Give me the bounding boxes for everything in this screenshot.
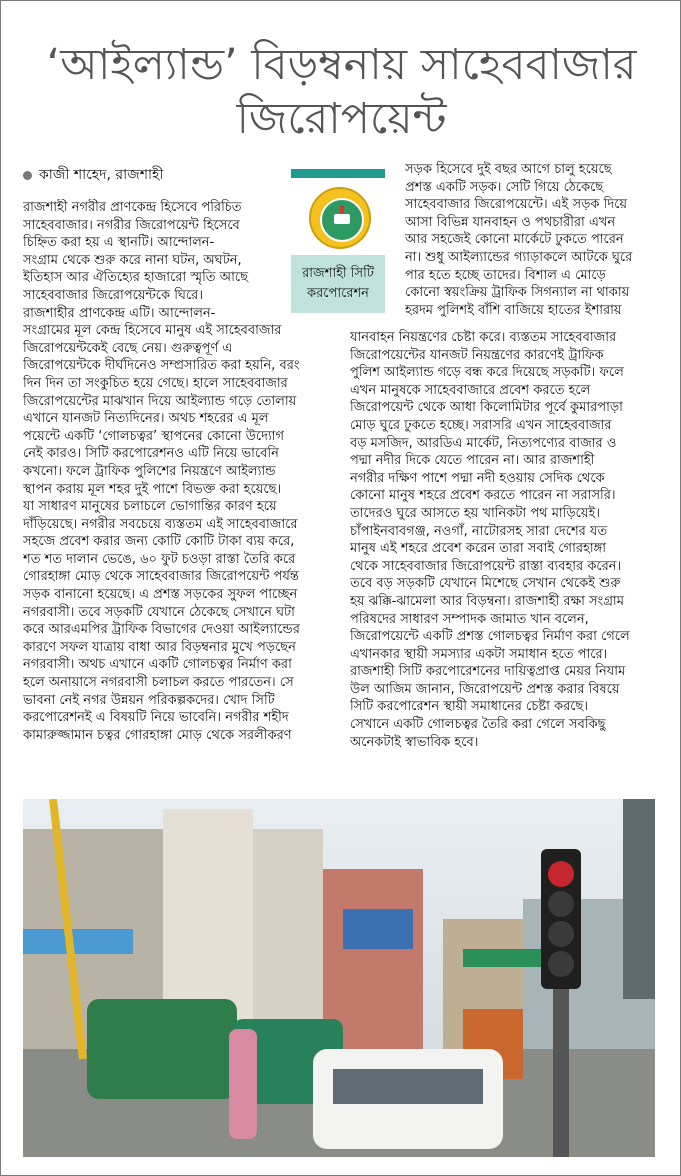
article-line: হয় ঝক্কি-ঝামেলা আর বিড়ম্বনা। রাজশাহী রক্ষা সংগ্রাম	[350, 593, 624, 609]
article-line: যা সাধারণ মানুষের চলাচলে ভোগান্তির কারণ হয়ে	[23, 499, 277, 515]
article-line: রাজশাহীর প্রাণকেন্দ্র এটি। আন্দোলন-	[23, 305, 216, 321]
article-line: ইতিহাস আর ঐতিহ্যের হাজারো স্মৃতি আছে	[23, 270, 248, 286]
article-line: জিরোপয়েন্টকেই বেছে নেয়। গুরুত্বপূর্ণ এ	[23, 340, 233, 356]
article-line: আর সহজেই কোনো মার্কেটে ঢুকতে পারেন	[405, 232, 624, 248]
headline-line-1: ‘আইল্যান্ড’ বিড়ম্বনায় সাহেববাজার	[46, 40, 637, 90]
article-line: স্থাপন করায় মূল শহর দুই পাশে বিভক্ত করা হয়েছে।	[23, 481, 282, 497]
article-line: রাজশাহী নগরীর প্রাণকেন্দ্র হিসেবে পরিচিত	[23, 200, 242, 215]
article-line: সড়ক হিসেবে দুই বছর আগে চালু হয়েছে	[405, 162, 612, 177]
article-line: জিরোপয়েন্টে একটি প্রশস্ত গোলচত্বর নির্মাণ করা গেলে	[350, 629, 630, 645]
article-line: করে আরএমপির ট্রাফিক বিভাগের দেওয়া আইল্যান্ডের	[23, 622, 300, 638]
article-line: এখানকার স্থায়ী সমস্যার একটা সমাধান হতে পারে।	[350, 646, 608, 662]
article-line: অনেকটাই স্বাভাবিক হবে।	[350, 734, 479, 750]
article-line: কোনো স্বয়ংক্রিয় ট্রাফিক সিগন্যাল না থাকায়	[405, 285, 630, 301]
article-line: হলে অনায়াসে নগরবাসী চলাচল করতে পারতেন। সে	[23, 675, 294, 691]
article-line: মানুষ এই শহরে প্রবেশ করেন তারা সবাই গোরহাঙ্গা	[350, 541, 606, 557]
article-line: নেই কারও। সিটি করপোরেশনও এটি নিয়ে ভাবেনি	[23, 446, 279, 462]
article-line: বড় মসজিদ, আরডিএ মার্কেট, নিত্যপণ্যের বাজার ও	[350, 435, 617, 451]
article-line: প্রশস্ত একটি সড়ক। সেটি গিয়ে ঠেকেছে	[405, 179, 604, 195]
article-line: কারণে সফল যাত্রায় বাধা আর বিড়ম্বনার মুখে পড়ছেন	[23, 639, 296, 655]
article-line: সাহেববাজার। নগরীর জিরোপয়েন্ট হিসেবে	[23, 217, 240, 233]
article-line: পরিষদের সাধারণ সম্পাদক জামাত খান বলেন,	[350, 611, 589, 627]
article-line: সংগ্রাম থেকে শুরু করে নানা ঘটন, অঘটন,	[23, 252, 242, 268]
article-line: এখানে যানজট নিত্যদিনের। অথচ শহরের এ মূল	[23, 411, 269, 427]
article-line: পুলিশ আইল্যান্ড গড়ে বন্ধ করে দিয়েছে সড়কটি। ফলে	[350, 365, 624, 381]
logo-top-bar	[291, 169, 385, 178]
article-line: কখনো। ফলে ট্রাফিক পুলিশের নিয়ন্ত্রণে আইল্যান্ড	[23, 463, 276, 479]
article-line: কোনো মানুষ শহরে প্রবেশ করতে পারেন না সরাসরি।	[350, 488, 616, 504]
byline	[23, 163, 163, 187]
article-line: সিটি করপোরেশন স্থায়ী সমাধানের চেষ্টা করছে।	[350, 699, 589, 715]
article-line: থেকে সাহেববাজার জিরোপয়েন্ট রাস্তা ব্যবহার করেন।	[350, 558, 622, 574]
article-line: উল আজিম জানান, জিরোপয়েন্ট প্রশস্ত করার বিষয়ে	[350, 681, 620, 697]
article-line: সড়ক বানানো হয়েছে। এ প্রশস্ত সড়কের সুফল পাচ্ছেন	[23, 587, 298, 603]
article-line: জিরোপয়েন্ট থেকে আধা কিলোমিটার পূর্বে কুমারপাড়া	[350, 400, 623, 416]
article-line: পদ্মা নদীর দিকে যেতে পারেন না। আর রাজশাহী	[350, 453, 595, 469]
article-line: জিরোপয়েন্টের মাঝখান দিয়ে আইল্যান্ড গড়ে তোলায়	[23, 393, 297, 409]
article-line: রাজশাহী সিটি করপোরেশনের দায়িত্বপ্রাপ্ত মেয়র নিযাম	[350, 664, 626, 680]
article-line: কামারুজ্জামান চত্বর গোরহাঙ্গা মোড় থেকে সরলীকরণ	[23, 727, 292, 743]
city-corporation-logo-box	[291, 165, 385, 315]
article-line: জিরোপয়েন্টকে দীর্ঘদিনেও সম্প্রসারিত করা হয়নি, বরং	[23, 358, 300, 374]
article-line: এখন মানুষকে সাহেববাজারে প্রবেশ করতে হলে	[350, 382, 591, 398]
article-line: দিন দিন তা সংকুচিত হয়ে গেছে। হালে সাহেববাজার	[23, 375, 288, 391]
article-line: শত শত দালান ভেঙে, ৬০ ফুট চওড়া রাস্তা তৈরি করে	[23, 551, 296, 567]
article-column-right-top	[405, 161, 667, 319]
logo-caption-line-1: রাজশাহী সিটি	[302, 266, 374, 281]
bullet-icon	[23, 171, 32, 180]
logo-caption	[291, 255, 385, 313]
article-line: সাহেববাজার জিরোপয়েন্টে। এই সড়ক দিয়ে	[405, 197, 628, 213]
article-line: জিরোপয়েন্টের যানজট নিয়ন্ত্রণের কারণেই ট্রাফিক	[350, 347, 604, 363]
article-line: চিহ্নিত করা হয় এ স্থানটি। আন্দোলন-	[23, 235, 215, 251]
article-line: তবে বড় সড়কটি যেখানে মিশেছে সেখান থেকেই শুরু	[350, 576, 621, 592]
rajshahi-city-corporation-logo-icon	[309, 187, 371, 249]
article-line: মোড় ঘুরে ঢুকতে হচ্ছে। সরাসরি এখন সাহেববাজার	[350, 417, 612, 433]
article-line: যানবাহন নিয়ন্ত্রণের চেষ্টা করে। ব্যস্ততম সাহেববাজার	[350, 330, 617, 345]
article-line: পয়েন্টে একটি ‘গোলচত্বর’ স্থাপনের কোনো উদ্যোগ	[23, 428, 284, 444]
article-line: ভাবনা নেই নগর উন্নয়ন পরিকল্পকদের। খোদ সিটি	[23, 692, 275, 708]
article-line: সেখানে একটি গোলচত্বর তৈরি করা গেলে সবকিছু	[350, 717, 606, 733]
headline-line-2: জিরোপয়েন্ট	[236, 94, 447, 144]
byline-text: কাজী শাহেদ, রাজশাহী	[39, 167, 164, 183]
article-line: করপোরেশনই এ বিষয়টি নিয়ে ভাবেনি। নগরীর শহীদ	[23, 710, 289, 726]
cng-autorickshaw	[87, 999, 237, 1099]
article-line: সংগ্রামের মূল কেন্দ্র হিসেবে মানুষ এই সাহেববাজার	[23, 323, 282, 339]
article-line: আসা বিভিন্ন যানবাহন ও পথচারীরা এখন	[405, 214, 616, 230]
article-line: নগরবাসী। তবে সড়কটি যেখানে ঠেকেছে সেখানে ঘটা	[23, 604, 295, 620]
pedestrian	[229, 1029, 257, 1139]
article-line: দাঁড়িয়েছে। নগরীর সবচেয়ে ব্যস্ততম এই সাহেববাজারে	[23, 516, 298, 532]
article-column-right	[350, 329, 668, 751]
article-line: নগরীর দক্ষিণ পাশে পদ্মা নদী হওয়ায় সেদিক থেকে	[350, 470, 605, 486]
shop-sign	[23, 929, 133, 954]
logo-caption-line-2: করপোরেশন	[307, 286, 369, 301]
article-line: গোরহাঙ্গা মোড় থেকে সাহেববাজার জিরোপয়েন্ট পর্যন্ত	[23, 569, 299, 585]
article-line: সাহেববাজার জিরোপয়েন্টকে ঘিরে।	[23, 287, 203, 303]
article-line: তাদেরও ঘুরে আসতে হয় খানিকটা পথ মাড়িয়েই।	[350, 505, 600, 521]
article-line: হরদম পুলিশই বাঁশি বাজিয়ে হাতের ইশারায়	[405, 302, 622, 318]
article-line: সহজে প্রবেশ করার জন্য কোটি কোটি টাকা ব্যয় করে,	[23, 534, 295, 550]
article-line: না। শুধু আইল্যান্ডের গ্যাড়াকলে আটকে ঘুরে	[405, 249, 633, 265]
article-line: পার হতে হচ্ছে তাদের। বিশাল এ মোড়ে	[405, 267, 606, 283]
street-photo	[23, 799, 655, 1157]
article-line: নগরবাসী। অথচ এখানে একটি গোলচত্বর নির্মাণ করা	[23, 657, 292, 673]
article-line: চাঁপাইনবাবগঞ্জ, নওগাঁ, নাটোরসহ সারা দেশের যত	[350, 523, 608, 539]
